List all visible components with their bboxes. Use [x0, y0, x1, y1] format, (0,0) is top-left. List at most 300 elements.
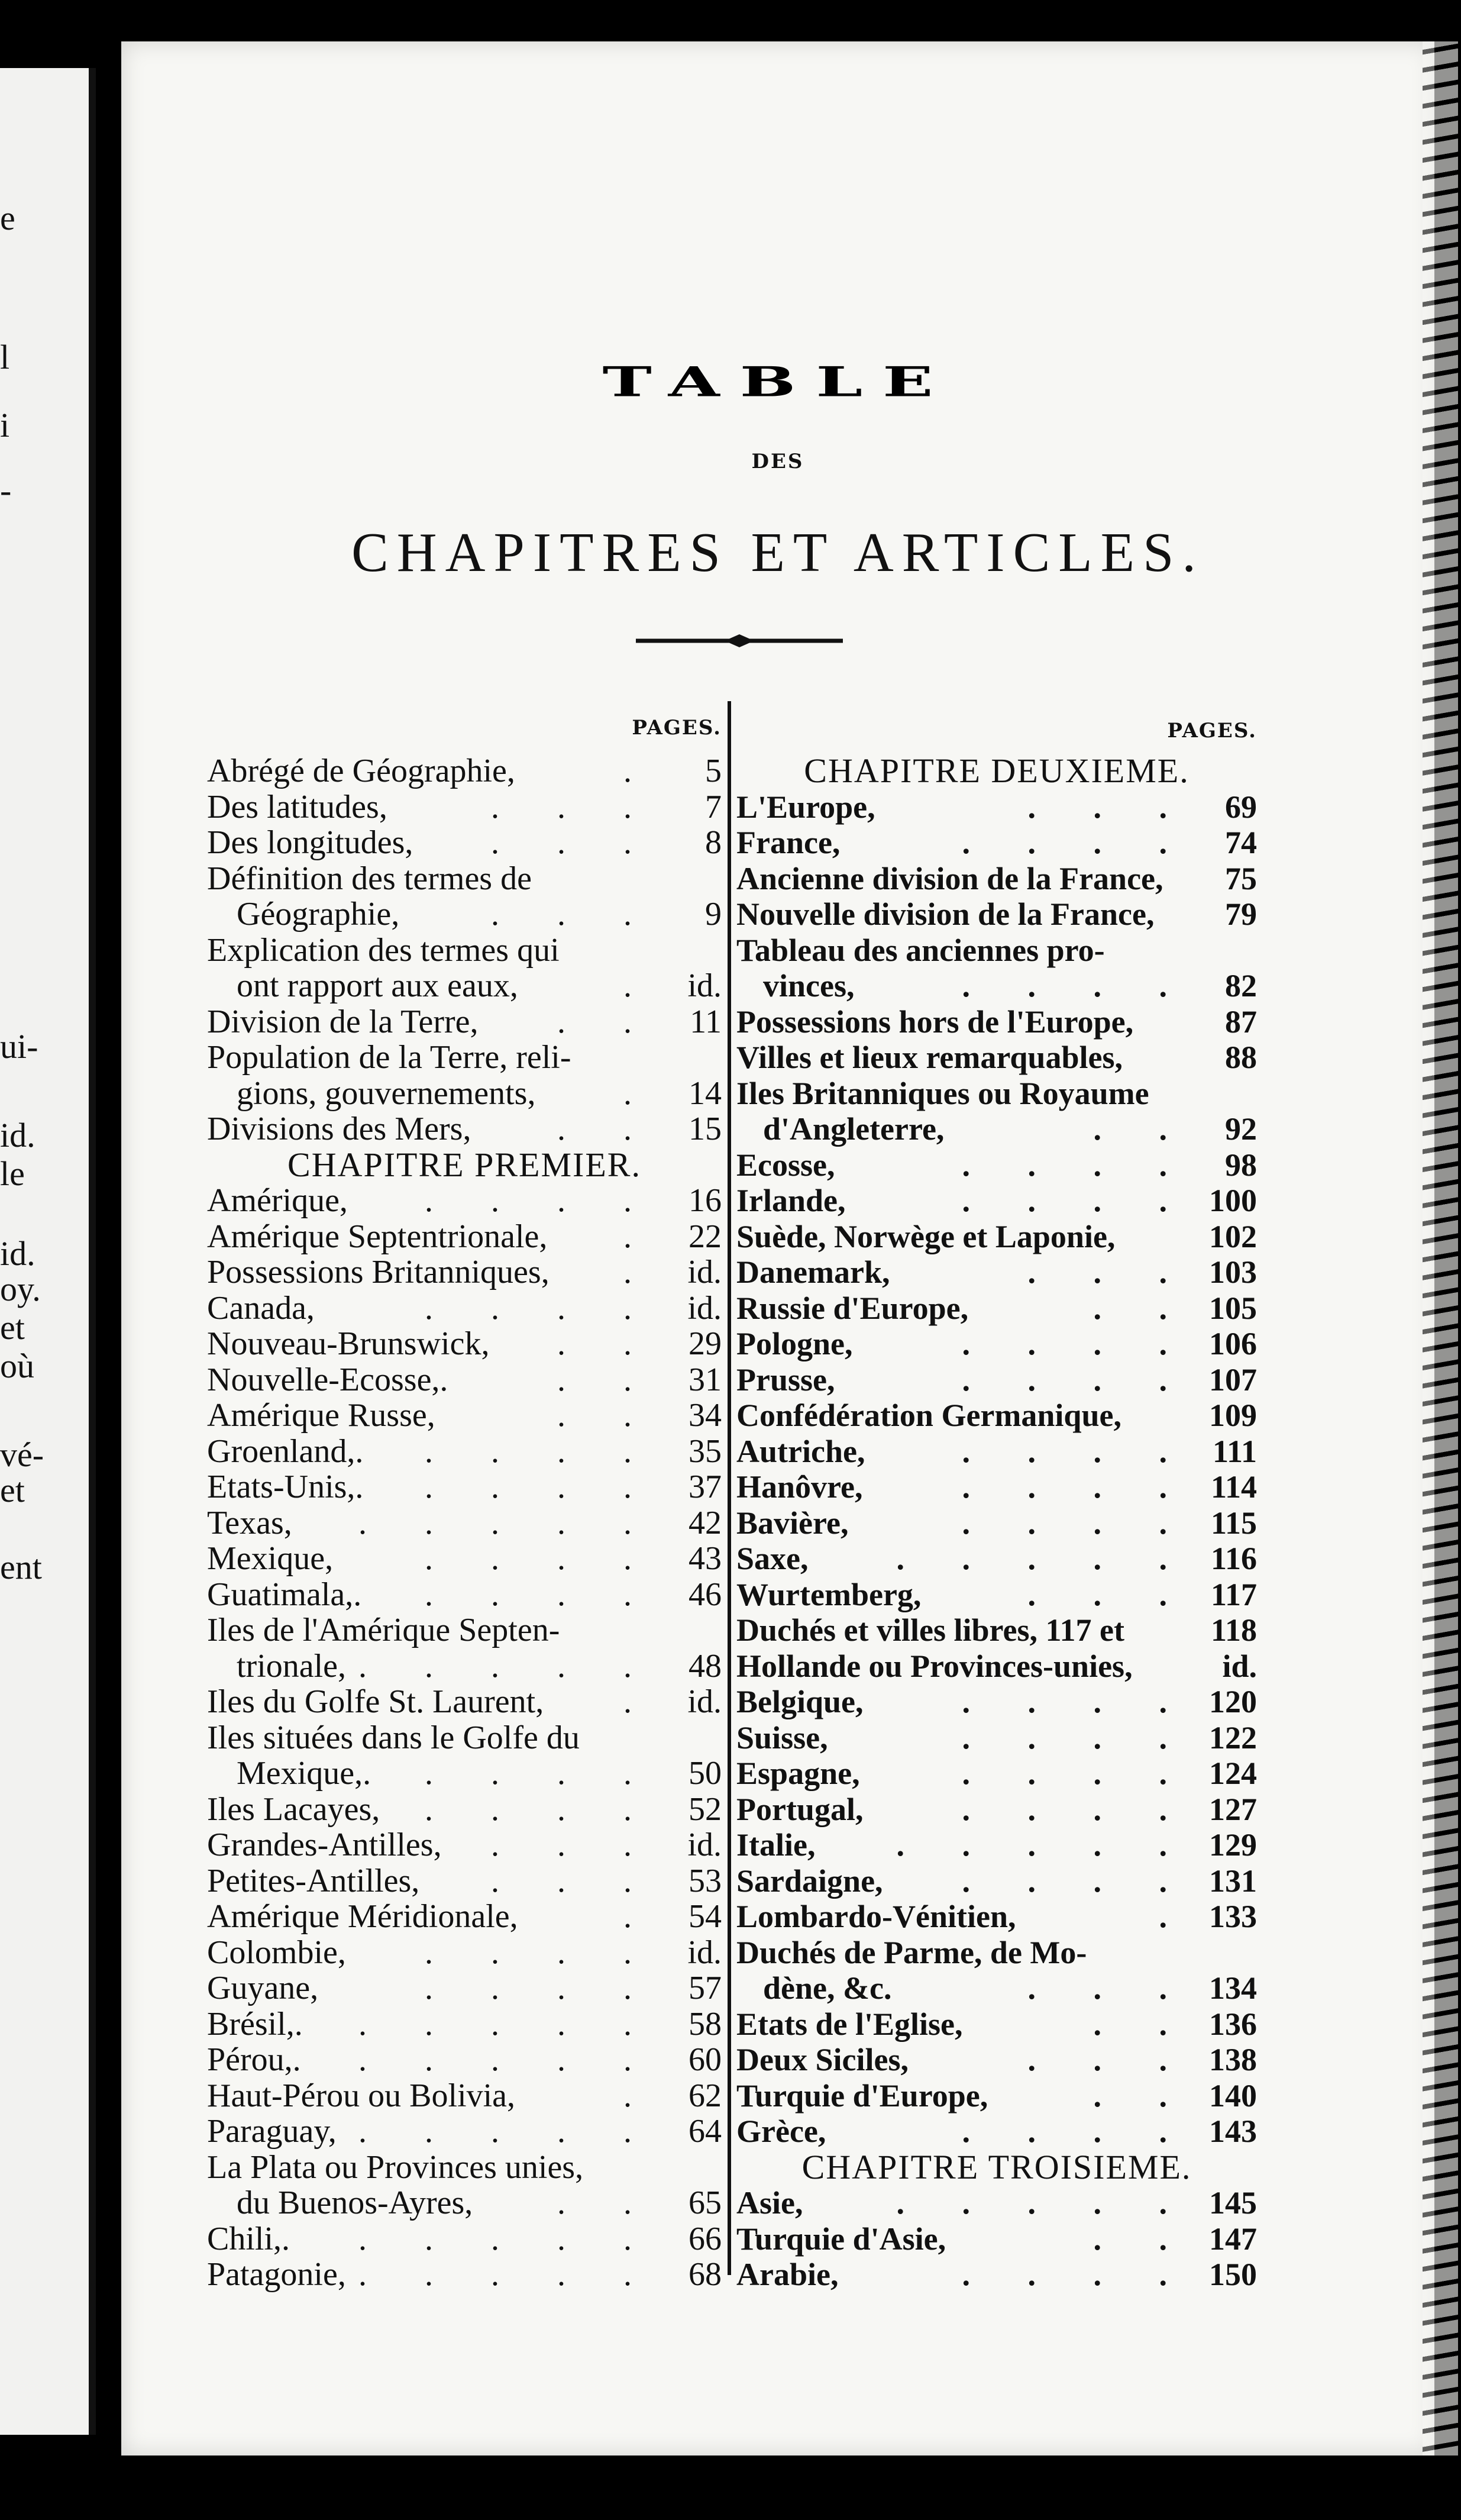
toc-entry-page: 116 — [1210, 1541, 1257, 1576]
leader-dots: . . . . — [425, 1755, 657, 1792]
leader-dots: . . . — [491, 788, 657, 825]
toc-entry — [207, 1290, 722, 1327]
toc-entry — [207, 1612, 722, 1648]
toc-entry-title: Saxe, — [736, 1541, 809, 1576]
toc-entry-title: dène, &c. — [763, 1970, 892, 2006]
toc-entry-title: Mexique,. — [237, 1755, 371, 1792]
toc-entry — [207, 861, 722, 897]
toc-entry-page: id. — [687, 1827, 722, 1863]
leader-dots: . . . . — [962, 1863, 1192, 1899]
toc-entry-page: id. — [687, 1289, 722, 1327]
toc-entry — [736, 825, 1257, 861]
toc-entry-title: du Buenos-Ayres, — [237, 2185, 473, 2221]
toc-entry-page: 54 — [689, 1898, 722, 1935]
toc-entry — [207, 1863, 722, 1899]
toc-entry-title: Population de la Terre, reli- — [207, 1039, 571, 1076]
toc-entry-title: Canada, — [207, 1289, 315, 1327]
toc-entry-page: id. — [687, 1683, 722, 1720]
leader-dots: . — [623, 753, 657, 789]
toc-entry-title: Asie, — [736, 2185, 803, 2221]
toc-entry-title: Duchés de Parme, de Mo- — [736, 1934, 1087, 1970]
adjacent-page-fragment: id. — [0, 1234, 35, 1273]
toc-entry-title: Possessions hors de l'Europe, — [736, 1004, 1134, 1040]
toc-entry-title: Division de la Terre, — [207, 1003, 479, 1040]
toc-entry-title: Nouveau-Brunswick, — [207, 1325, 490, 1362]
toc-entry-title: Amérique Septentrionale, — [207, 1218, 548, 1255]
chapter-heading-text: CHAPITRE PREMIER. — [287, 1145, 641, 1184]
toc-entry-title: Amérique, — [207, 1182, 348, 1219]
toc-entry — [207, 1040, 722, 1076]
pages-label: PAGES. — [632, 716, 722, 740]
toc-entry-page: 29 — [689, 1325, 722, 1362]
leader-dots: . . . . . — [358, 2256, 657, 2293]
toc-entry-page: 79 — [1225, 896, 1257, 932]
toc-entry-title: Belgique, — [736, 1684, 864, 1719]
toc-entry-page: 100 — [1209, 1183, 1257, 1218]
adjacent-page-fragment: oy. — [0, 1270, 41, 1308]
toc-entry — [207, 1219, 722, 1255]
leader-dots: . . — [557, 2185, 657, 2221]
toc-entry-title: Hollande ou Provinces-unies, — [736, 1648, 1133, 1684]
leader-dots: . . . — [1027, 2042, 1192, 2077]
toc-entry-page: 14 — [689, 1075, 722, 1112]
toc-entry — [736, 1970, 1257, 2006]
toc-entry-title: Irlande, — [736, 1183, 846, 1218]
toc-entry-page: 31 — [689, 1361, 722, 1398]
toc-entry-page: 16 — [689, 1182, 722, 1219]
toc-entry — [207, 1434, 722, 1470]
toc-entry — [207, 1792, 722, 1828]
leader-dots: . . . . — [425, 1790, 657, 1828]
leader-dots: . . . — [1027, 789, 1192, 825]
leader-dots: . . . — [1027, 1576, 1192, 1612]
toc-entry-title: Bavière, — [736, 1505, 849, 1541]
toc-entry-page: 69 — [1225, 789, 1257, 825]
toc-entry-page: 42 — [689, 1504, 722, 1541]
toc-entry-page: 82 — [1225, 968, 1257, 1004]
toc-entry-title: Autriche, — [736, 1433, 865, 1469]
toc-entry-page: 50 — [689, 1755, 722, 1792]
toc-entry — [736, 1827, 1257, 1863]
toc-entry-page: 7 — [705, 788, 722, 825]
toc-entry-title: Suède, Norwège et Laponie, — [736, 1218, 1116, 1254]
toc-entry-title: trionale, — [237, 1647, 347, 1685]
leader-dots: . . . . . — [358, 1504, 657, 1541]
toc-entry-title: Petites-Antilles, — [207, 1862, 420, 1899]
toc-entry-page: 150 — [1209, 2257, 1257, 2292]
toc-entry — [207, 1254, 722, 1290]
toc-entry — [736, 2006, 1257, 2043]
leader-dots: . . . . — [425, 1540, 657, 1577]
leader-dots: . — [623, 1898, 657, 1935]
toc-entry — [207, 1720, 722, 1756]
toc-entry — [736, 1541, 1257, 1577]
toc-entry — [207, 1648, 722, 1685]
toc-entry-title: Ancienne division de la France, — [736, 860, 1163, 896]
toc-entry-page: 111 — [1212, 1433, 1257, 1469]
toc-entry-title: La Plata ou Provinces unies, — [207, 2148, 584, 2186]
leader-dots: . — [623, 2077, 657, 2114]
ornament-rule — [636, 633, 843, 648]
toc-entry — [207, 825, 722, 861]
toc-entry-page: 22 — [689, 1218, 722, 1255]
leader-dots: . . . . — [962, 1719, 1192, 1756]
toc-entry-title: Russie d'Europe, — [736, 1290, 969, 1326]
leader-dots: . . . . — [425, 1576, 657, 1613]
toc-entry-page: 134 — [1209, 1970, 1257, 2006]
leader-dots: . . — [557, 1361, 657, 1398]
toc-entry-title: Lombardo-Vénitien, — [736, 1899, 1016, 1934]
toc-entry — [207, 2078, 722, 2114]
toc-entry — [207, 1004, 722, 1040]
toc-entry — [207, 896, 722, 933]
adjacent-page-edge — [0, 68, 96, 2435]
toc-entry-title: Géographie, — [237, 896, 400, 933]
toc-entry — [736, 968, 1257, 1004]
toc-entry-title: L'Europe, — [736, 789, 875, 825]
toc-entry-title: Portugal, — [736, 1791, 864, 1827]
toc-entry-title: Nouvelle-Ecosse,. — [207, 1361, 448, 1398]
toc-entry-title: gions, gouvernements, — [237, 1075, 536, 1112]
toc-entry-title: Iles situées dans le Golfe du — [207, 1719, 580, 1756]
leader-dots: . . . — [491, 1862, 657, 1899]
toc-entry-title: Colombie, — [207, 1934, 346, 1971]
toc-entry-title: Tableau des anciennes pro- — [736, 932, 1105, 968]
toc-entry-page: 8 — [705, 824, 722, 861]
toc-entry-page: 5 — [705, 753, 722, 789]
leader-dots: . . — [1093, 2221, 1192, 2257]
toc-entry-title: Duchés et villes libres, 117 et — [736, 1612, 1124, 1648]
toc-entry-page: 9 — [705, 896, 722, 933]
toc-entry — [736, 1040, 1257, 1076]
toc-entry-title: vinces, — [763, 968, 855, 1004]
toc-entry-page: 92 — [1225, 1111, 1257, 1147]
toc-entry-page: 65 — [689, 2185, 722, 2221]
toc-entry-title: Des latitudes, — [207, 788, 387, 825]
toc-entry-title: Divisions des Mers, — [207, 1111, 471, 1147]
toc-entry — [736, 861, 1257, 897]
toc-entry-title: Grandes-Antilles, — [207, 1827, 442, 1863]
toc-entry-title: Turquie d'Asie, — [736, 2221, 946, 2257]
toc-entry-title: d'Angleterre, — [763, 1111, 945, 1147]
toc-entry — [736, 1076, 1257, 1112]
toc-entry — [207, 1076, 722, 1112]
toc-entry-title: Arabie, — [736, 2257, 839, 2292]
toc-entry — [736, 1398, 1257, 1434]
leader-dots: . . — [557, 1397, 657, 1434]
toc-entry-title: Iles Lacayes, — [207, 1790, 380, 1828]
leader-dots: . . . — [491, 824, 657, 861]
leader-dots: . . . . — [962, 1326, 1192, 1361]
toc-entry — [207, 1935, 722, 1971]
toc-entry-page: 109 — [1209, 1398, 1257, 1433]
leader-dots: . — [623, 1218, 657, 1255]
adjacent-page-fragment: e — [0, 199, 15, 237]
leader-dots: . . — [557, 1003, 657, 1040]
toc-entry-page: 145 — [1209, 2185, 1257, 2221]
toc-entry-title: Suisse, — [736, 1719, 828, 1756]
subtitle-main: CHAPITRES ET ARTICLES. — [351, 522, 1204, 583]
toc-entry — [207, 789, 722, 825]
toc-entry — [207, 1398, 722, 1434]
toc-entry-page: 98 — [1225, 1147, 1257, 1183]
toc-entry-title: Espagne, — [736, 1756, 860, 1791]
leader-dots: . . . . . — [358, 2220, 657, 2257]
toc-entry — [207, 1827, 722, 1863]
toc-entry-title: Amérique Méridionale, — [207, 1898, 518, 1935]
leader-dots: . . . . — [425, 1289, 657, 1327]
toc-entry-page: 131 — [1209, 1863, 1257, 1899]
chapter-heading-text: CHAPITRE DEUXIEME. — [804, 751, 1190, 790]
toc-entry — [207, 1111, 722, 1147]
toc-entry-page: 115 — [1210, 1505, 1257, 1541]
toc-entry-title: France, — [736, 825, 841, 860]
toc-entry-title: Nouvelle division de la France, — [736, 896, 1155, 932]
toc-entry-title: Iles du Golfe St. Laurent, — [207, 1683, 544, 1720]
leader-dots: . . . — [491, 896, 657, 933]
chapter-heading — [736, 2147, 1257, 2186]
chapter-heading-text: CHAPITRE TROISIEME. — [801, 2147, 1192, 2186]
toc-entry — [736, 1004, 1257, 1040]
toc-entry — [207, 1362, 722, 1398]
toc-entry — [207, 753, 722, 789]
toc-entry-title: Pologne, — [736, 1326, 853, 1361]
toc-entry-page: 48 — [689, 1647, 722, 1685]
toc-entry — [207, 2221, 722, 2257]
toc-entry-title: Villes et lieux remarquables, — [736, 1040, 1123, 1075]
toc-entry-page: id. — [687, 967, 722, 1004]
toc-entry-title: Iles Britanniques ou Royaume — [736, 1075, 1149, 1111]
toc-entry-title: Prusse, — [736, 1361, 835, 1398]
toc-entry-page: 75 — [1225, 860, 1257, 896]
toc-entry — [736, 933, 1257, 969]
toc-entry-page: 140 — [1209, 2077, 1257, 2114]
toc-entry — [736, 2185, 1257, 2221]
leader-dots: . . . . — [962, 1756, 1192, 1791]
toc-entry-title: Patagonie, — [207, 2256, 346, 2293]
toc-entry-page: 34 — [689, 1397, 722, 1434]
toc-entry-page: 43 — [689, 1540, 722, 1577]
toc-entry — [207, 1970, 722, 2006]
toc-entry-title: Wurtemberg, — [736, 1576, 922, 1612]
toc-entry-title: Grèce, — [736, 2114, 826, 2149]
toc-entry-page: id. — [1222, 1648, 1257, 1684]
leader-dots: . . — [1093, 2077, 1192, 2114]
toc-entry-title: Etats de l'Eglise, — [736, 2006, 963, 2042]
toc-entry-title: Groenland,. — [207, 1432, 364, 1470]
leader-dots: . . . . — [962, 1433, 1192, 1469]
toc-entry — [736, 1577, 1257, 1613]
toc-entry-page: 11 — [690, 1003, 722, 1040]
leader-dots: . . . . — [962, 2114, 1192, 2149]
adjacent-page-fragment: où — [0, 1347, 34, 1385]
toc-entry-page: 127 — [1209, 1791, 1257, 1827]
toc-entry-title: Abrégé de Géographie, — [207, 753, 515, 789]
leader-dots: . — [623, 1683, 657, 1720]
toc-entry-page: 124 — [1209, 1756, 1257, 1791]
toc-entry — [736, 1648, 1257, 1685]
toc-entry — [736, 789, 1257, 825]
toc-entry-title: Hanôvre, — [736, 1469, 863, 1505]
toc-entry-page: 103 — [1209, 1254, 1257, 1290]
toc-entry-title: Sardaigne, — [736, 1863, 883, 1899]
leader-dots: . . . — [1027, 1970, 1192, 2006]
toc-entry — [736, 1505, 1257, 1541]
toc-entry-page: 147 — [1209, 2221, 1257, 2257]
toc-entry-title: Possessions Britanniques, — [207, 1254, 550, 1290]
toc-entry — [207, 2114, 722, 2150]
leader-dots: . . . . — [425, 1970, 657, 2006]
toc-entry-page: 129 — [1209, 1827, 1257, 1863]
toc-entry — [736, 1612, 1257, 1648]
toc-entry-title: Etats-Unis,. — [207, 1469, 364, 1505]
toc-entry — [207, 1756, 722, 1792]
toc-entry — [207, 1541, 722, 1577]
toc-entry-page: 37 — [689, 1469, 722, 1505]
toc-entry-page: 120 — [1209, 1684, 1257, 1719]
toc-entry — [736, 1183, 1257, 1219]
leader-dots: . — [1159, 1899, 1192, 1934]
toc-entry — [207, 2257, 722, 2293]
toc-entry-title: Définition des termes de — [207, 860, 532, 897]
toc-entry-page: 87 — [1225, 1004, 1257, 1040]
leader-dots: . . . . . — [896, 1541, 1192, 1576]
leader-dots: . . . . . — [896, 1827, 1192, 1863]
leader-dots: . . . — [1027, 1254, 1192, 1290]
toc-entry — [736, 1254, 1257, 1290]
toc-entry-title: Brésil,. — [207, 2005, 303, 2043]
toc-entry-page: 60 — [689, 2041, 722, 2078]
leader-dots: . . . . — [962, 968, 1192, 1004]
leader-dots: . . . . . — [896, 2185, 1192, 2221]
toc-entry — [207, 968, 722, 1004]
toc-entry-page: 136 — [1209, 2006, 1257, 2042]
pages-label: PAGES. — [1167, 719, 1257, 743]
adjacent-page-fragment: vé- — [0, 1435, 44, 1474]
leader-dots: . . . . . — [358, 2041, 657, 2078]
toc-entry — [736, 1219, 1257, 1255]
leader-dots: . . . . . — [358, 2113, 657, 2150]
leader-dots: . . . . — [962, 1791, 1192, 1827]
toc-entry-page: 114 — [1210, 1469, 1257, 1505]
toc-entry-page: 138 — [1209, 2042, 1257, 2077]
adjacent-page-fragment: - — [0, 471, 12, 509]
toc-entry — [736, 1434, 1257, 1470]
toc-entry-page: 52 — [689, 1790, 722, 1828]
toc-entry — [207, 1899, 722, 1935]
toc-entry-page: 66 — [689, 2220, 722, 2257]
toc-entry-title: Iles de l'Amérique Septen- — [207, 1612, 560, 1648]
leader-dots: . — [623, 967, 657, 1004]
toc-entry — [207, 2042, 722, 2078]
toc-entry — [736, 2221, 1257, 2257]
toc-entry-page: 53 — [689, 1862, 722, 1899]
leader-dots: . . . . — [962, 1505, 1192, 1541]
toc-entry-page: id. — [687, 1934, 722, 1971]
adjacent-page-fragment: l — [0, 338, 10, 376]
toc-entry-page: id. — [687, 1254, 722, 1290]
toc-entry-title: Des longitudes, — [207, 824, 413, 861]
leader-dots: . . . . — [962, 1684, 1192, 1719]
adjacent-page-fragment: et — [0, 1471, 25, 1509]
toc-entry — [736, 1935, 1257, 1971]
page-title: TABLE — [602, 358, 953, 406]
leader-dots: . . . . . — [358, 1647, 657, 1685]
toc-entry — [736, 2042, 1257, 2078]
toc-entry — [736, 1326, 1257, 1362]
toc-entry-page: 133 — [1209, 1899, 1257, 1934]
toc-entry — [736, 1290, 1257, 1327]
leader-dots: . . . . — [425, 1432, 657, 1470]
toc-entry-page: 122 — [1209, 1719, 1257, 1756]
leader-dots: . . — [557, 1325, 657, 1362]
leader-dots: . . . . — [425, 1469, 657, 1505]
leader-dots: . . — [1093, 2006, 1192, 2042]
toc-entry — [736, 1863, 1257, 1899]
leader-dots: . — [623, 1075, 657, 1112]
toc-entry — [207, 1505, 722, 1541]
toc-entry-title: Turquie d'Europe, — [736, 2077, 988, 2114]
adjacent-page-fragment: ent — [0, 1548, 42, 1586]
toc-entry — [736, 1362, 1257, 1398]
toc-entry — [736, 1111, 1257, 1147]
toc-entry-title: Danemark, — [736, 1254, 890, 1290]
toc-entry-page: 46 — [689, 1576, 722, 1613]
leader-dots: . . . . — [962, 1469, 1192, 1505]
toc-entry-page: 102 — [1209, 1218, 1257, 1254]
toc-entry — [207, 2006, 722, 2043]
toc-entry-title: Guyane, — [207, 1970, 319, 2006]
toc-entry-page: 74 — [1225, 825, 1257, 860]
toc-entry — [736, 1469, 1257, 1505]
toc-entry — [736, 896, 1257, 933]
toc-entry-page: 105 — [1209, 1290, 1257, 1326]
toc-entry-title: Mexique, — [207, 1540, 334, 1577]
adjacent-page-fragment: ui- — [0, 1027, 38, 1066]
toc-entry — [736, 1147, 1257, 1183]
chapter-heading — [207, 1147, 722, 1183]
toc-entry — [207, 1684, 722, 1720]
leader-dots: . — [623, 1254, 657, 1290]
leader-dots: . . . . — [962, 1361, 1192, 1398]
toc-entry-title: Explication des termes qui — [207, 931, 560, 969]
toc-entry-title: Italie, — [736, 1827, 816, 1863]
adjacent-page-fragment: le — [0, 1154, 25, 1193]
toc-entry-title: Ecosse, — [736, 1147, 835, 1183]
toc-entry-title: Confédération Germanique, — [736, 1398, 1121, 1433]
toc-entry-title: Paraguay, — [207, 2113, 337, 2150]
leader-dots: . . . . — [425, 1182, 657, 1219]
toc-entry-page: 62 — [689, 2077, 722, 2114]
toc-entry-page: 118 — [1210, 1612, 1257, 1648]
leader-dots: . . . . — [962, 825, 1192, 860]
toc-entry — [207, 1469, 722, 1505]
toc-entry-page: 57 — [689, 1970, 722, 2006]
leader-dots: . . . — [491, 1827, 657, 1863]
toc-entry-page: 106 — [1209, 1326, 1257, 1361]
toc-entry-title: Deux Siciles, — [736, 2042, 909, 2077]
book-page — [121, 41, 1434, 2456]
toc-entry — [207, 1577, 722, 1613]
leader-dots: . . . . — [962, 1183, 1192, 1218]
toc-entry — [207, 1326, 722, 1362]
chapter-heading — [736, 753, 1257, 789]
toc-entry-title: ont rapport aux eaux, — [237, 967, 518, 1004]
leader-dots: . . . . — [425, 1934, 657, 1971]
toc-entry-title: Amérique Russe, — [207, 1397, 435, 1434]
toc-entry-page: 107 — [1209, 1361, 1257, 1398]
toc-entry — [736, 1720, 1257, 1756]
